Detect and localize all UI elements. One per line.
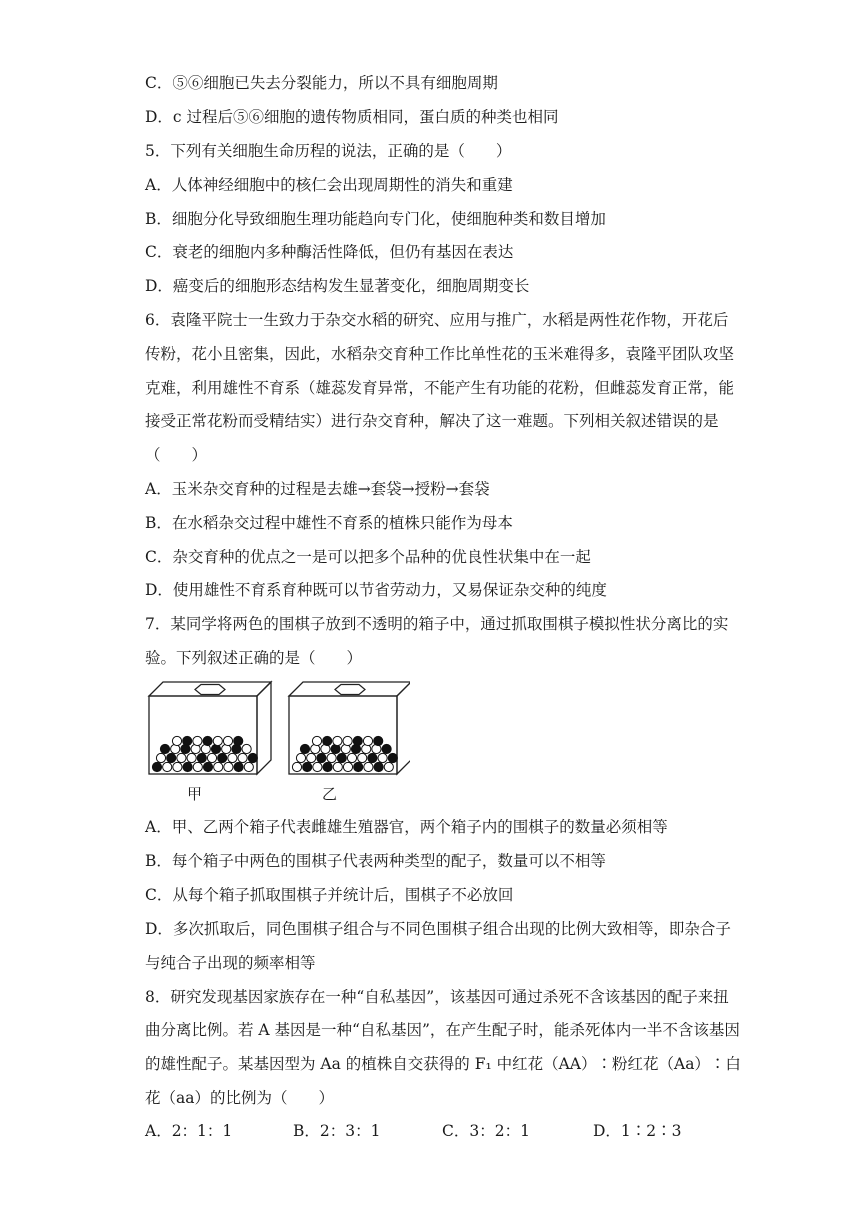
box-label-jia: 甲 [187, 785, 203, 803]
box-jia-stone [156, 753, 165, 762]
box-yi-side [397, 682, 410, 774]
box-yi-stone [353, 736, 362, 745]
q7-option-d-cont: 与纯合子出现的频率相等 [145, 954, 316, 972]
box-yi-stone [354, 762, 363, 771]
box-jia-stone [152, 762, 161, 771]
box-yi-stone [374, 762, 383, 771]
box-yi-opening [335, 685, 365, 695]
box-yi-stone [364, 762, 373, 771]
q6-option-b: B．在水稻杂交过程中雄性不育系的植株只能作为母本 [145, 514, 513, 532]
box-jia-stone [187, 753, 196, 762]
box-yi-stone [374, 736, 383, 745]
box-yi-stone [296, 753, 305, 762]
box-jia-side [257, 682, 271, 774]
box-yi-stone [363, 736, 372, 745]
q6-option-d: D．使用雄性不育系育种既可以节省劳动力，又易保证杂交种的纯度 [145, 581, 607, 599]
q5-option-b: B．细胞分化导致细胞生理功能趋向专门化，使细胞种类和数目增加 [145, 210, 606, 228]
q7-option-d: D．多次抓取后，同色围棋子组合与不同色围棋子组合出现的比例大致相等，即杂合子 [145, 920, 731, 938]
box-yi-stone [307, 753, 316, 762]
box-jia-stone [214, 762, 223, 771]
box-jia-stone [160, 744, 169, 753]
box-jia-stone [218, 753, 227, 762]
q8-option-b: B．2：3：1 [293, 1122, 381, 1140]
q4-option-d: D．c 过程后⑤⑥细胞的遗传物质相同，蛋白质的种类也相同 [145, 108, 559, 126]
box-yi-stone [292, 762, 301, 771]
boxes-illustration [145, 680, 410, 784]
box-yi-stone [343, 736, 352, 745]
box-yi-stone [337, 753, 346, 762]
q8-options [145, 1121, 725, 1141]
box-yi-stone [358, 753, 367, 762]
box-jia-stone [167, 753, 176, 762]
box-jia-stone [242, 744, 251, 753]
box-jia-stone [238, 753, 247, 762]
box-yi-stone [323, 736, 332, 745]
q5-option-d: D．癌变后的细胞形态结构发生显著变化，细胞周期变长 [145, 277, 530, 295]
go-stone-boxes-figure [145, 680, 410, 808]
box-jia-stone [173, 762, 182, 771]
box-yi-stone [347, 753, 356, 762]
box-jia-stone [193, 736, 202, 745]
box-yi-stone [312, 736, 321, 745]
box-yi-stone [323, 762, 332, 771]
box-jia-stone [183, 762, 192, 771]
box-jia-stone [177, 753, 186, 762]
box-jia-stone [213, 736, 222, 745]
q7-stem-line: 7．某同学将两色的围棋子放到不透明的箱子中，通过抓取围棋子模拟性状分离比的实 [145, 615, 729, 633]
q6-option-c: C．杂交育种的优点之一是可以把多个品种的优良性状集中在一起 [145, 548, 591, 566]
box-yi-stone [300, 744, 309, 753]
q8-option-c: C．3：2：1 [442, 1122, 530, 1140]
box-label-yi: 乙 [322, 785, 338, 803]
q5-option-a: A．人体神经细胞中的核仁会出现周期性的消失和重建 [145, 176, 513, 194]
box-yi-stone [378, 753, 387, 762]
q5-stem: 5．下列有关细胞生命历程的说法，正确的是（ ） [145, 142, 512, 160]
box-jia-stone [244, 762, 253, 771]
box-yi-stone [384, 762, 393, 771]
box-jia-stone [234, 762, 243, 771]
q6-stem-line: 接受正常花粉而受精结实）进行杂交育种，解决了这一难题。下列相关叙述错误的是 [145, 412, 719, 430]
box-yi-stone [317, 753, 326, 762]
q6-stem-line: 6．袁隆平院士一生致力于杂交水稻的研究、应用与推广，水稻是两性花作物，开花后 [145, 311, 729, 329]
box-yi-stone [313, 762, 322, 771]
q8-stem-line: 花（aa）的比例为（ ） [145, 1089, 334, 1107]
box-jia-stone [183, 736, 192, 745]
box-jia-opening [195, 685, 225, 695]
q8-option-a: A．2：1：1 [145, 1122, 233, 1140]
box-yi-stone [368, 753, 377, 762]
box-yi-stone [388, 753, 397, 762]
q6-option-a: A．玉米杂交育种的过程是去雄→套袋→授粉→套袋 [145, 480, 490, 498]
box-jia-stone [248, 753, 257, 762]
box-yi-stone [343, 762, 352, 771]
box-jia-stone [172, 736, 181, 745]
q8-stem-line: 的雄性配子。某基因型为 Aa 的植株自交获得的 F₁ 中红花（AA）∶粉红花（Aa）∶白 [145, 1055, 741, 1073]
q8-stem-line: 曲分离比例。若 A 基因是一种“自私基因”，在产生配子时，能杀死体内一半不含该基因 [145, 1021, 740, 1039]
q6-stem-line: 克难，利用雄性不育系（雄蕊发育异常，不能产生有功能的花粉，但雌蕊发育正常，能 [145, 379, 735, 397]
q6-stem-line: （ ） [145, 446, 208, 464]
box-jia-stone [193, 762, 202, 771]
box-jia-stone [203, 762, 212, 771]
q7-stem-line: 验。下列叙述正确的是（ ） [145, 649, 363, 667]
box-yi-stone [333, 736, 342, 745]
box-jia-stone [234, 736, 243, 745]
box-jia-stone [224, 762, 233, 771]
box-yi-stone [382, 744, 391, 753]
box-yi-stone [303, 762, 312, 771]
q8-option-d: D．1∶2∶3 [593, 1122, 682, 1140]
q7-option-b: B．每个箱子中两色的围棋子代表两种类型的配子，数量可以不相等 [145, 852, 606, 870]
box-jia-stone [197, 753, 206, 762]
box-jia-stone [223, 736, 232, 745]
q5-option-c: C．衰老的细胞内多种酶活性降低，但仍有基因在表达 [145, 243, 514, 261]
box-jia-stone [207, 753, 216, 762]
q7-option-a: A．甲、乙两个箱子代表雌雄生殖器官，两个箱子内的围棋子的数量必须相等 [145, 818, 668, 836]
q8-stem-line: 8．研究发现基因家族存在一种“自私基因”，该基因可通过杀死不含该基因的配子来扭 [145, 988, 729, 1006]
q6-stem-line: 传粉，花小且密集，因此，水稻杂交育种工作比单性花的玉米难得多，袁隆平团队攻坚 [145, 345, 735, 363]
box-jia-stone [163, 762, 172, 771]
box-yi-stone [327, 753, 336, 762]
box-jia-stone [228, 753, 237, 762]
box-yi-stone [333, 762, 342, 771]
q7-option-c: C．从每个箱子抓取围棋子并统计后，围棋子不必放回 [145, 886, 514, 904]
q4-option-c: C．⑤⑥细胞已失去分裂能力，所以不具有细胞周期 [145, 74, 498, 92]
box-jia-stone [203, 736, 212, 745]
